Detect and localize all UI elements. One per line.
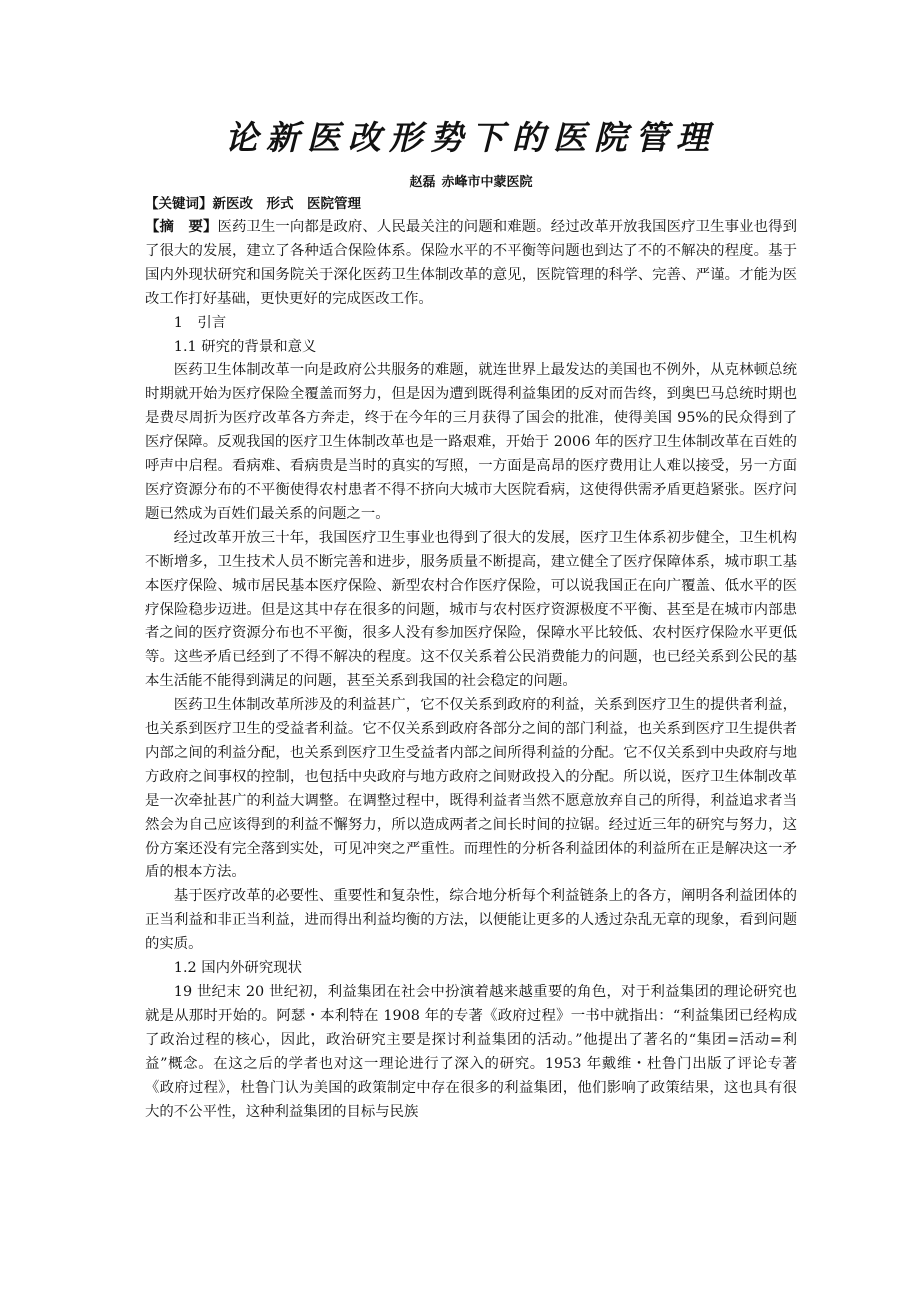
abstract-label: 【摘 要】	[145, 219, 218, 235]
author-affiliation: 赤峰市中蒙医院	[441, 175, 533, 190]
section-heading-1-2: 1.2 国内外研究现状	[173, 960, 302, 977]
author-name: 赵磊	[409, 175, 436, 190]
body-paragraph-2: 经过改革开放三十年，我国医疗卫生事业也得到了很大的发展，医疗卫生体系初步健全，卫生机构不断增多，卫生技术人员不断完善和进步，服务质量不断提高，建立健全了医疗保障体系，城市职工基本医疗保险、城市居民基本医疗保险、新型农村合作医疗保险，可以说我国正在向广覆盖、低水平的医疗保险稳步迈进。但是这其中存在很多的问题，城市与农村医疗资源极度不平衡、甚至是在城市内部患者之间的医疗资源分布也不平衡，很多人没有参加医疗保险，保障水平比较低、农村医疗保险水平更低等。这些矛盾已经到了不得不解决的程度。这不仅关系着公民消费能力的问题，也已经关系到公民的基本生活能不能得到满足的问题，甚至关系到我国的社会稳定的问题。	[145, 529, 797, 690]
body-paragraph-3: 医药卫生体制改革所涉及的利益甚广，它不仅关系到政府的利益，关系到医疗卫生的提供者利益，也关系到医疗卫生的受益者利益。它不仅关系到政府各部分之间的部门利益，也关系到医疗卫生提供者内部之间的利益分配，也关系到医疗卫生受益者内部之间所得利益的分配。它不仅关系到中央政府与地方政府之间事权的控制，也包括中央政府与地方政府之间财政投入的分配。所以说，医疗卫生体制改革是一次牵扯甚广的利益大调整。在调整过程中，既得利益者当然不愿意放弃自己的所得，利益追求者当然会为自己应该得到的利益不懈努力，所以造成两者之间长时间的拉锯。经过近三年的研究与努力，这份方案还没有完全落到实处，可见冲突之严重性。而理性的分析各利益团体的利益所在正是解决这一矛盾的根本方法。	[145, 697, 797, 881]
abstract-paragraph	[145, 216, 797, 312]
abstract-text: 医药卫生一向都是政府、人民最关注的问题和难题。经过改革开放我国医疗卫生事业也得到了很大的发展，建立了各种适合保险体系。保险水平的不平衡等问题也到达了不的不解决的程度。基于国内外现状研究和国务院关于深化医药卫生体制改革的意见，医院管理的科学、完善、严谨。才能为医改工作打好基础，更快更好的完成医改工作。	[145, 219, 797, 307]
keywords-value: 新医改 形式 医院管理	[212, 196, 361, 212]
section-heading-1: 1 引言	[173, 314, 227, 331]
body-paragraph-5: 19 世纪末 20 世纪初，利益集团在社会中扮演着越来越重要的角色，对于利益集团的理论研究也就是从那时开始的。阿瑟・本利特在 1908 年的专著《政府过程》一书中就指出：“利益集团已经构成了政治过程的核心，因此，政治研究主要是探讨利益集团的活动。”他提出了著名的“集团=活动=利益”概念。在这之后的学者也对这一理论进行了深入的研究。1953 年戴维・杜鲁门出版了评论专著《政府过程》，杜鲁门认为美国的政策制定中存在很多的利益集团，他们影响了政策结果，这也具有很大的不公平性，这种利益集团的目标与民族	[145, 984, 797, 1120]
document-title: 论新医改形势下的医院管理	[225, 118, 717, 157]
body-paragraph-1: 医药卫生体制改革一向是政府公共服务的难题，就连世界上最发达的美国也不例外，从克林顿总统时期就开始为医疗保险全覆盖而努力，但是因为遭到既得利益集团的反对而告终，到奥巴马总统时期也是费尽周折为医疗改革各方奔走，终于在今年的三月获得了国会的批准，使得美国 95%的民众得到了医疗保障。反观我国的医疗卫生体制改革也是一路艰难，开始于 2006 年的医疗卫生体制改革在百姓的呼声中启程。看病难、看病贵是当时的真实的写照，一方面是高昂的医疗费用让人难以接受，另一方面医疗资源分布的不平衡使得农村患者不得不挤向大城市大医院看病，这使得供需矛盾更趋紧张。医疗问题已然成为百姓们最关系的问题之一。	[145, 362, 797, 522]
keywords-label: 【关键词】	[145, 196, 213, 212]
section-heading-1-1: 1.1 研究的背景和意义	[173, 338, 317, 355]
author-line	[145, 173, 797, 193]
keywords-line	[145, 193, 797, 216]
document-body	[145, 193, 797, 1124]
body-paragraph-4: 基于医疗改革的必要性、重要性和复杂性，综合地分析每个利益链条上的各方，阐明各利益团体的正当利益和非正当利益，进而得出利益均衡的方法，以便能让更多的人透过杂乱无章的现象，看到问题的实质。	[145, 888, 797, 953]
